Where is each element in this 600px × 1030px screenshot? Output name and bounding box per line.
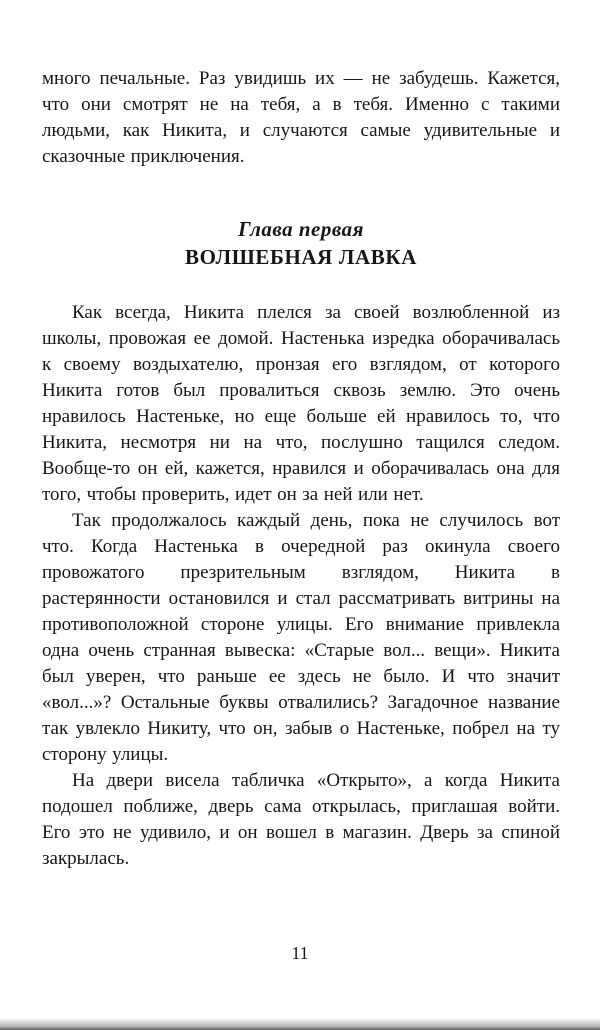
- page-number: 11: [291, 943, 309, 963]
- chapter-label: Глава первая: [238, 217, 364, 241]
- paragraph: Как всегда, Никита плелся за своей возлюбленной из школы, провожая ее домой. Настенька изредка оборачивалась к своему воздыхателю, пронзая его взглядом, от которого Никита готов был провалиться сквозь землю. Это очень нравилось Настеньке, но еще больше ей нравилось то, что Никита, несмотря ни на что, послушно тащился следом. Вообще-то он ей, кажется, нравился и оборачивалась она для того, чтобы проверить, идет он за ней или нет.: [42, 302, 560, 505]
- paragraph-continuation: много печальные. Раз увидишь их — не забудешь. Кажется, что они смотрят не на тебя, а в тебя. Именно с такими людьми, как Никита, и случаются самые удивительные и сказочные приключения.: [42, 68, 560, 167]
- paragraph: На двери висела табличка «Открыто», а когда Никита подошел поближе, дверь сама открылась, приглашая войти. Его это не удивило, и он вошел в магазин. Дверь за спиной закрылась.: [42, 770, 560, 869]
- chapter-title: ВОЛШЕБНАЯ ЛАВКА: [184, 245, 418, 269]
- paragraph: Так продолжалось каждый день, пока не случилось вот что. Когда Настенька в очередной раз окинула своего провожатого презрительным взглядом, Никита в растерянности остановился и стал рассматривать витрины на противоположной стороне улицы. Его внимание привлекла одна очень странная вывеска: «Старые вол... вещи». Никита был уверен, что раньше ее здесь не было. И что значит «вол...»? Остальные буквы отвалились? Загадочное название так увлекло Никиту, что он, забыв о Настеньке, побрел на ту сторону улицы.: [42, 510, 560, 765]
- page-edge-shadow: [0, 1018, 600, 1030]
- chapter-heading: [42, 216, 560, 272]
